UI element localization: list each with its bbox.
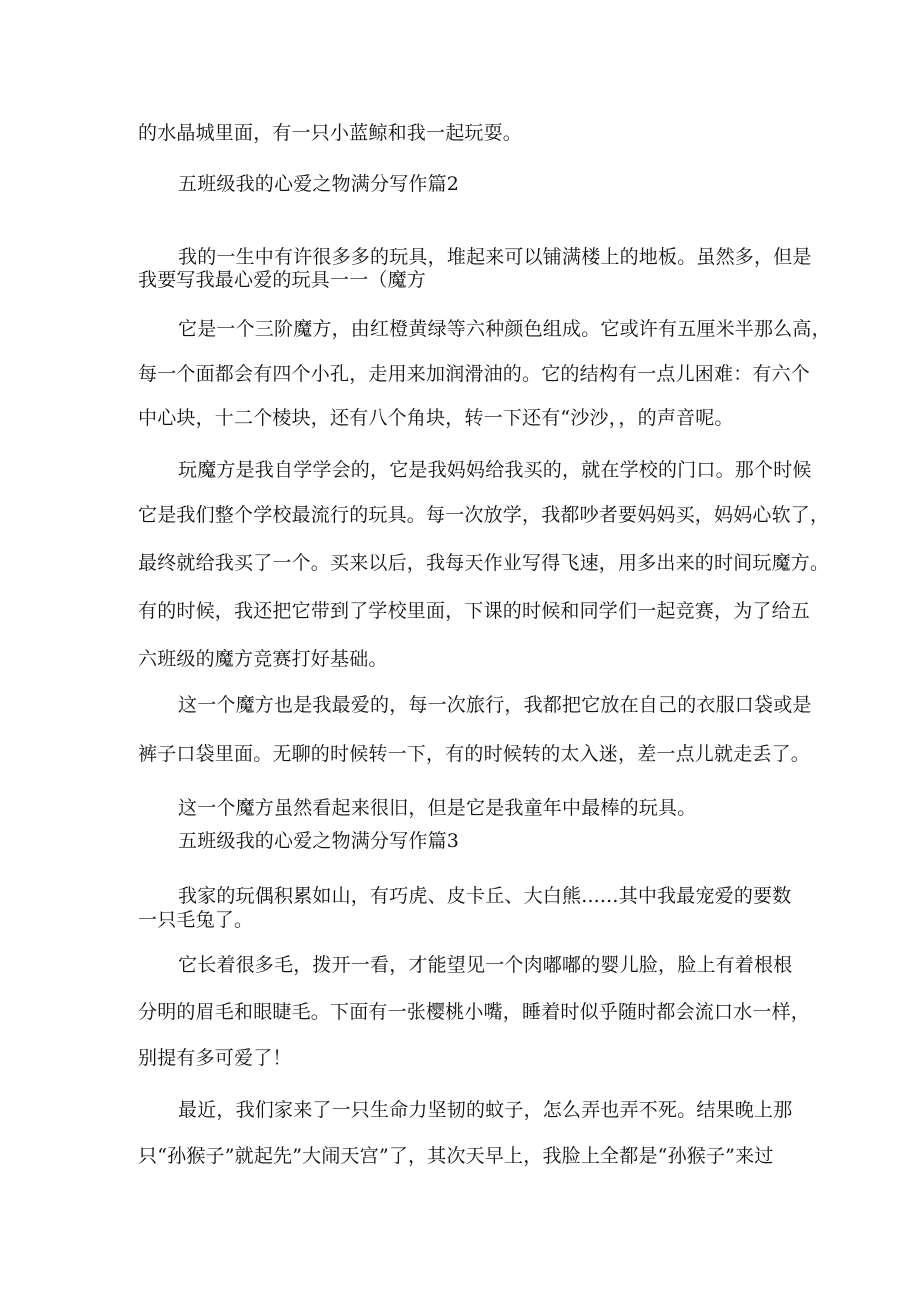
text-line: 最近，我们家来了一只生命力坚韧的蚊子，怎么弄也弄不死。结果晚上那 xyxy=(178,1099,793,1121)
text-line: 中心块，十二个棱块，还有八个角块，转一下还有“沙沙，，的声音呢。 xyxy=(138,407,734,429)
text-line: 这一个魔方也是我最爱的，每一次旅行，我都把它放在自己的衣服口袋或是 xyxy=(178,694,812,716)
text-line: 我家的玩偶积累如山，有巧虎、皮卡丘、大白熊......其中我最宠爱的要数 xyxy=(178,885,792,907)
text-line: 每一个面都会有四个小孔，走用来加润滑油的。它的结构有一点儿困难：有六个 xyxy=(138,363,811,385)
text-line: 它是我们整个学校最流行的玩具。每一次放学，我都吵者要妈妈买，妈妈心软了， xyxy=(138,504,830,526)
text-line: 这一个魔方虽然看起来很旧，但是它是我童年中最棒的玩具。 xyxy=(178,797,697,819)
text-line: 它长着很多毛，拨开一看，才能望见一个肉嘟嘟的婴儿脸，脸上有着根根 xyxy=(178,954,793,976)
text-line: 只“孙猴子”就起先”大闹天宫”了，其次天早上，我脸上全都是“孙猴子”来过 xyxy=(138,1145,774,1167)
section-heading: 五班级我的心爱之物满分写作篇2 xyxy=(178,173,460,195)
text-line: 一只毛兔了。 xyxy=(138,909,254,931)
text-line: 别提有多可爱了！ xyxy=(138,1047,292,1069)
text-line: 六班级的魔方竞赛打好基础。 xyxy=(138,648,388,670)
text-line: 有的时候，我还把它带到了学校里面，下课的时候和同学们一起竞赛，为了给五 xyxy=(138,600,811,622)
text-line: 分明的眉毛和眼睫毛。下面有一张樱桃小嘴，睡着时似乎随时都会流口水一样， xyxy=(138,1001,811,1023)
section-heading: 五班级我的心爱之物满分写作篇3 xyxy=(178,830,460,852)
text-line: 的水晶城里面，有一只小蓝鲸和我一起玩耍。 xyxy=(138,122,523,144)
text-line: 最终就给我买了一个。买来以后，我每天作业写得飞速，用多出来的时间玩魔方。 xyxy=(138,552,830,574)
text-line: 裤子口袋里面。无聊的时候转一下，有的时候转的太入迷，差一点儿就走丢了。 xyxy=(138,743,811,765)
text-line: 我的一生中有许很多多的玩具，堆起来可以铺满楼上的地板。虽然多，但是 xyxy=(178,246,812,268)
text-line: 它是一个三阶魔方，由红橙黄绿等六种颜色组成。它或许有五厘米半那么高， xyxy=(178,318,831,340)
text-line: 玩魔方是我自学学会的，它是我妈妈给我买的，就在学校的门口。那个时候 xyxy=(178,459,812,481)
text-line: 我要写我最心爱的玩具一一（魔方 xyxy=(138,269,427,291)
